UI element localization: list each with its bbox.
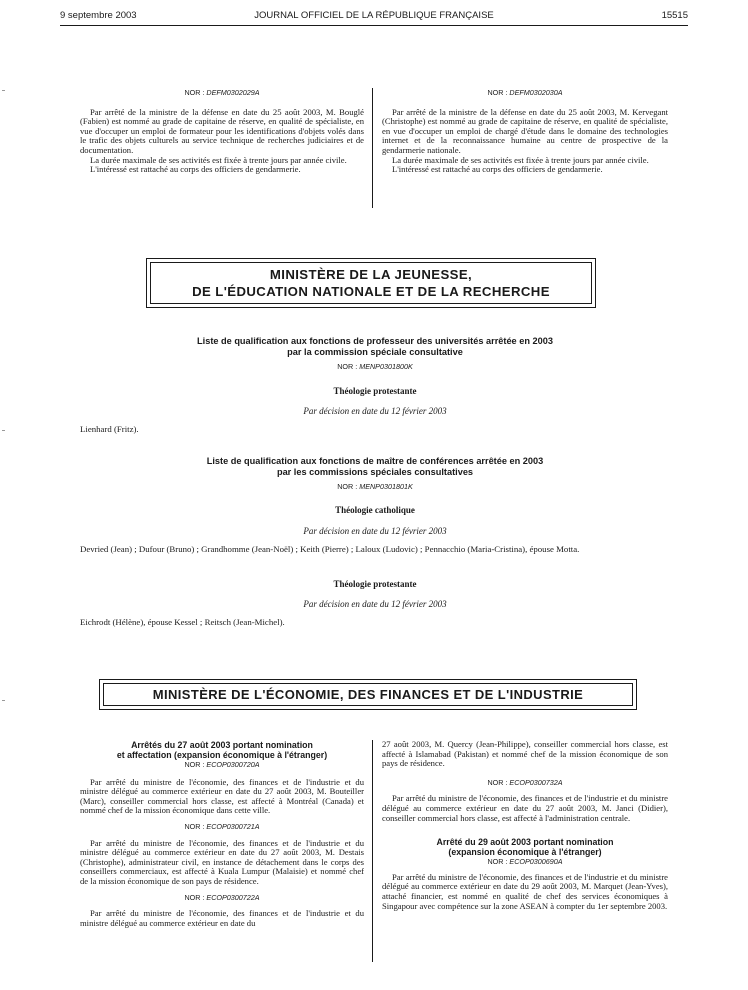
- nor-reference: NOR : ECOP0300690A: [487, 857, 563, 867]
- nor-reference: NOR : DEFM0302030A: [487, 88, 563, 97]
- paragraph: La durée maximale de ses activités est fixée à trente jours par année civile.: [392, 154, 649, 165]
- qualified-names: Devried (Jean) ; Dufour (Bruno) ; Grandhomme (Jean-Noël) ; Keith (Pierre) ; Laloux (Ludovic) ; Pennacchio (Maria-Cristina), épouse Motta.: [80, 544, 580, 554]
- ministry-line: MINISTÈRE DE LA JEUNESSE,: [269, 267, 473, 282]
- title-line: Liste de qualification aux fonctions de maître de conférences arrêtée en 2003: [206, 456, 544, 466]
- title-line: par les commissions spéciales consultatives: [276, 466, 474, 477]
- title-line: par la commission spéciale consultative: [287, 346, 463, 357]
- list-title-maitre-conferences: [80, 456, 670, 477]
- nor-reference: NOR : MENP0301801K: [337, 482, 413, 491]
- discipline-heading: Théologie protestante: [333, 386, 417, 396]
- list-title-professeur: [80, 336, 670, 357]
- paragraph: Par arrêté du ministre de l'économie, des finances et de l'industrie et du ministre délégué au commerce extérieur en date du 29 août 2003, M. Marquet (Jean-Yves), attaché financier, est nommé en qualité de chef des services économiques à Singapour avec compétence sur la zone ASEAN à compter du 1er septembre 2003.: [382, 871, 668, 911]
- header-journal-title: JOURNAL OFFICIEL DE LA RÉPUBLIQUE FRANÇAISE: [254, 10, 494, 21]
- paragraph: L'intéressé est rattaché au corps des officiers de gendarmerie.: [392, 164, 603, 175]
- nor-reference: NOR : ECOP0300722A: [184, 892, 260, 902]
- decree-title: [80, 740, 364, 760]
- nor-reference: NOR : DEFM0302029A: [184, 88, 260, 97]
- qualified-names: Lienhard (Fritz).: [80, 424, 139, 434]
- bottom-right-column: [382, 740, 668, 911]
- paragraph: Par arrêté du ministre de l'économie, des finances et de l'industrie et du ministre délégué au commerce extérieur en date du 27 août 2003, M. Janci (Didier), conseiller commercial hors classe, est affecté à l'administration centrale.: [382, 793, 668, 823]
- paragraph: Par arrêté du ministre de l'économie, des finances et de l'industrie et du ministre délégué au commerce extérieur en date du: [80, 908, 364, 928]
- decree-title: [382, 837, 668, 857]
- paragraph: La durée maximale de ses activités est fixée à trente jours par année civile.: [90, 154, 347, 165]
- bottom-left-column: [80, 740, 364, 928]
- header-page-number: 15515: [661, 10, 688, 21]
- decision-date: Par décision en date du 12 février 2003: [303, 599, 447, 609]
- nor-reference: NOR : ECOP0300721A: [184, 821, 260, 831]
- decision-date: Par décision en date du 12 février 2003: [303, 526, 447, 536]
- discipline-heading: Théologie protestante: [333, 579, 417, 589]
- margin-mark: [2, 430, 5, 431]
- title-line: Arrêté du 29 août 2003 portant nomination: [436, 837, 614, 848]
- discipline-heading: Théologie catholique: [335, 505, 415, 515]
- header-rule: [60, 25, 688, 26]
- title-line: et affectation (expansion économique à l'étranger): [116, 750, 328, 760]
- nor-reference: NOR : ECOP0300732A: [487, 777, 563, 787]
- column-divider: [372, 88, 373, 208]
- title-line: Liste de qualification aux fonctions de professeur des universités arrêtée en 2003: [197, 336, 553, 346]
- decision-date: Par décision en date du 12 février 2003: [303, 406, 447, 416]
- top-right-column: [382, 88, 668, 175]
- margin-mark: [2, 90, 5, 91]
- title-line: Arrêtés du 27 août 2003 portant nomination: [131, 740, 313, 750]
- margin-mark: [2, 700, 5, 701]
- nor-reference: NOR : ECOP0300720A: [184, 760, 260, 769]
- paragraph: Par arrêté du ministre de l'économie, des finances et de l'industrie et du ministre délégué au commerce extérieur en date du 27 août 2003, M. Destais (Christophe), administrateur civil, en instance de détachement dans le corps des conseillers commerciaux, est affecté à Kuala Lumpur (Malaisie) et nommé chef de la mission économique de son pays de résidence.: [80, 837, 364, 886]
- ministry-heading-education: [150, 266, 592, 300]
- paragraph: 27 août 2003, M. Quercy (Jean-Philippe), conseiller commercial hors classe, est affecté à Islamabad (Pakistan) et nommé chef de la mission économique de son pays de résidence.: [382, 739, 668, 769]
- paragraph: Par arrêté de la ministre de la défense en date du 25 août 2003, M. Bouglé (Fabien) est nommé au grade de capitaine de réserve, en qualité de spécialiste, en vue d'occuper un emploi de formateur pour les identifications d'objets volés dans le trafic des objets culturels au service technique de recherches judiciaires et de documentation.: [80, 106, 364, 155]
- column-divider: [372, 740, 373, 962]
- ministry-line: DE L'ÉDUCATION NATIONALE ET DE LA RECHERCHE: [192, 284, 550, 299]
- title-line: (expansion économique à l'étranger): [448, 847, 602, 858]
- top-left-column: [80, 88, 364, 175]
- paragraph: Par arrêté du ministre de l'économie, des finances et de l'industrie et du ministre délégué au commerce extérieur en date du 27 août 2003, M. Bouteiller (Marc), conseiller commercial hors classe, est affecté à Montréal (Canada) et nommé chef de la mission économique dans cette ville.: [80, 776, 364, 816]
- paragraph: Par arrêté de la ministre de la défense en date du 25 août 2003, M. Kervegant (Christophe) est nommé au grade de capitaine de réserve, en qualité de spécialiste, en vue d'occuper un emploi de chargé d'étude dans le domaine des technologies internet et de la reconnaissance humaine au centre de prospective de la gendarmerie nationale.: [382, 106, 668, 155]
- nor-reference: NOR : MENP0301800K: [337, 362, 413, 371]
- qualified-names: Eichrodt (Hélène), épouse Kessel ; Reitsch (Jean-Michel).: [80, 617, 285, 627]
- paragraph: L'intéressé est rattaché au corps des officiers de gendarmerie.: [90, 164, 301, 175]
- header-date: 9 septembre 2003: [60, 10, 137, 21]
- ministry-heading-economie: MINISTÈRE DE L'ÉCONOMIE, DES FINANCES ET DE L'INDUSTRIE: [152, 687, 584, 702]
